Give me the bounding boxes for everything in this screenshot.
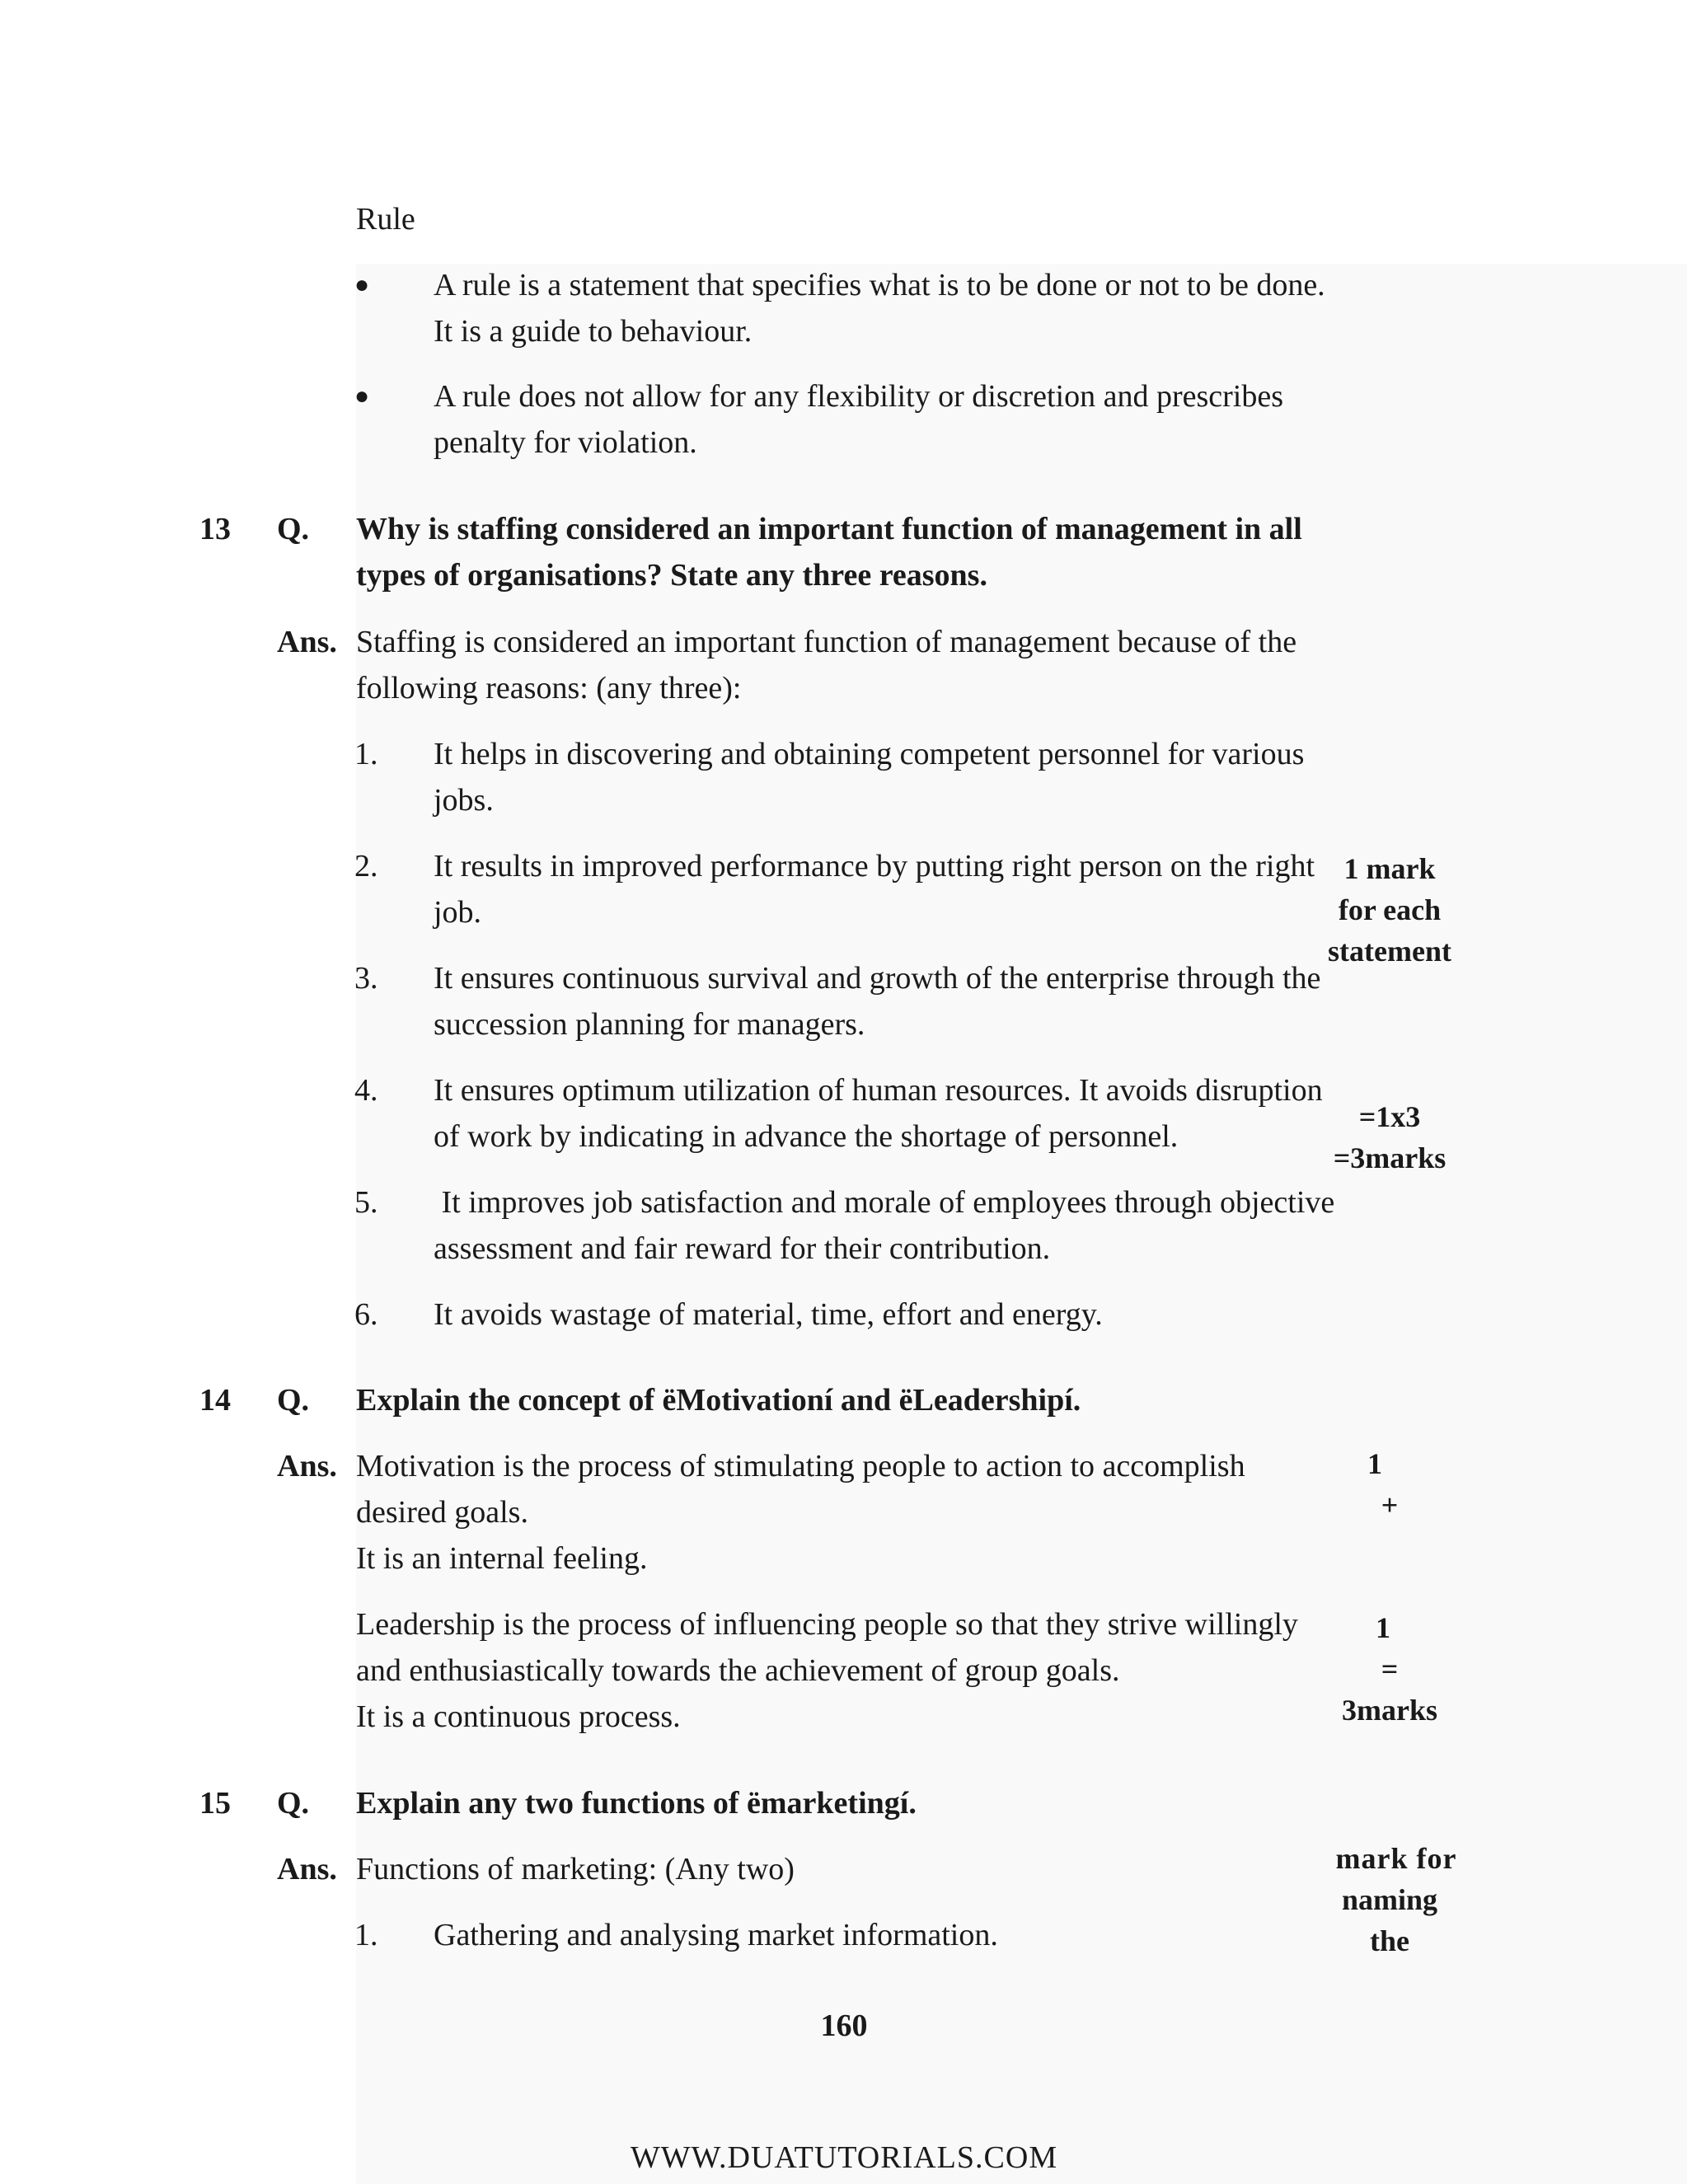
- q13-marks-note-line-2: for each: [1338, 893, 1442, 926]
- q13-point-3-num: 3.: [354, 961, 378, 996]
- q13-point-3-line-2: succession planning for managers.: [434, 1007, 865, 1042]
- q13-answer-intro-line-2: following reasons: (any three):: [356, 671, 742, 705]
- q13-point-1-line-1: It helps in discovering and obtaining competent personnel for various: [434, 737, 1305, 771]
- q14-marks-total-line-1: 1: [1376, 1611, 1390, 1644]
- q14-marks-total-line-2: =: [1381, 1652, 1399, 1685]
- q15-answer-intro: Functions of marketing: (Any two): [356, 1852, 795, 1886]
- q15-marks-note-line-1: mark for: [1335, 1842, 1457, 1875]
- q14-para2-line-1: Leadership is the process of influencing people so that they strive willingly: [356, 1607, 1298, 1642]
- q14-marks-note-line-1: 1: [1367, 1447, 1382, 1480]
- q13-marks-total-line-2: =3marks: [1333, 1141, 1447, 1174]
- rule-bullet-2-line-2: penalty for violation.: [434, 425, 697, 460]
- bullet-icon: ●: [354, 382, 370, 410]
- q15-number: 15: [199, 1786, 231, 1821]
- q13-q-label: Q.: [277, 512, 310, 546]
- footer-url: WWW.DUATUTORIALS.COM: [630, 2140, 1058, 2175]
- q13-question-line-2: types of organisations? State any three reasons.: [356, 558, 987, 593]
- q14-para2-line-2: and enthusiastically towards the achievement of group goals.: [356, 1653, 1120, 1688]
- q15-q-label: Q.: [277, 1786, 310, 1821]
- q13-point-5-line-1: It improves job satisfaction and morale of employees through objective: [434, 1185, 1335, 1220]
- q13-point-4-num: 4.: [354, 1073, 378, 1108]
- q13-point-6-num: 6.: [354, 1297, 378, 1332]
- q14-marks-note-line-2: +: [1381, 1488, 1399, 1521]
- q14-marks-total-line-3: 3marks: [1342, 1694, 1437, 1727]
- q15-question: Explain any two functions of ëmarketingí.: [356, 1786, 917, 1821]
- q15-marks-note-line-3: the: [1370, 1924, 1409, 1957]
- q15-marks-note-line-2: naming: [1341, 1883, 1438, 1916]
- q13-answer-intro-line-1: Staffing is considered an important function of management because of the: [356, 625, 1297, 659]
- q14-para2-line-3: It is a continuous process.: [356, 1699, 681, 1734]
- q13-point-4-line-2: of work by indicating in advance the shortage of personnel.: [434, 1119, 1179, 1154]
- rule-bullet-1-line-2: It is a guide to behaviour.: [434, 314, 753, 349]
- q15-ans-label: Ans.: [277, 1852, 337, 1886]
- q14-question: Explain the concept of ëMotivationí and ëLeadershipí.: [356, 1383, 1081, 1418]
- q13-marks-total-line-1: =1x3: [1358, 1100, 1421, 1133]
- q13-point-2-line-1: It results in improved performance by putting right person on the right: [434, 849, 1315, 883]
- q15-point-1-num: 1.: [354, 1918, 378, 1952]
- q13-point-4-line-1: It ensures optimum utilization of human resources. It avoids disruption: [434, 1073, 1323, 1108]
- q13-point-6-line-1: It avoids wastage of material, time, effort and energy.: [434, 1297, 1103, 1332]
- q14-para1-line-3: It is an internal feeling.: [356, 1541, 648, 1576]
- q14-q-label: Q.: [277, 1383, 310, 1418]
- q13-point-5-line-2: assessment and fair reward for their contribution.: [434, 1231, 1051, 1266]
- q14-para1-line-2: desired goals.: [356, 1495, 528, 1530]
- bullet-icon: ●: [354, 271, 370, 298]
- q13-marks-note-line-1: 1 mark: [1343, 852, 1436, 885]
- page-number: 160: [820, 2008, 868, 2043]
- q13-ans-label: Ans.: [277, 625, 337, 659]
- rule-heading: Rule: [356, 202, 415, 237]
- q13-number: 13: [199, 512, 231, 546]
- q15-point-1-line-1: Gathering and analysing market information.: [434, 1918, 998, 1952]
- q13-point-3-line-1: It ensures continuous survival and growth of the enterprise through the: [434, 961, 1321, 996]
- q13-point-2-line-2: job.: [434, 895, 482, 930]
- q14-ans-label: Ans.: [277, 1449, 337, 1483]
- q13-question-line-1: Why is staffing considered an important function of management in all: [356, 512, 1302, 546]
- q13-marks-note-line-3: statement: [1328, 935, 1451, 968]
- q13-point-2-num: 2.: [354, 849, 378, 883]
- rule-bullet-1-line-1: A rule is a statement that specifies what is to be done or not to be done.: [434, 268, 1325, 302]
- q14-para1-line-1: Motivation is the process of stimulating people to action to accomplish: [356, 1449, 1245, 1483]
- rule-bullet-2-line-1: A rule does not allow for any flexibility or discretion and prescribes: [434, 379, 1284, 414]
- q14-number: 14: [199, 1383, 231, 1418]
- q13-point-5-num: 5.: [354, 1185, 378, 1220]
- q13-point-1-line-2: jobs.: [434, 783, 494, 818]
- q13-point-1-num: 1.: [354, 737, 378, 771]
